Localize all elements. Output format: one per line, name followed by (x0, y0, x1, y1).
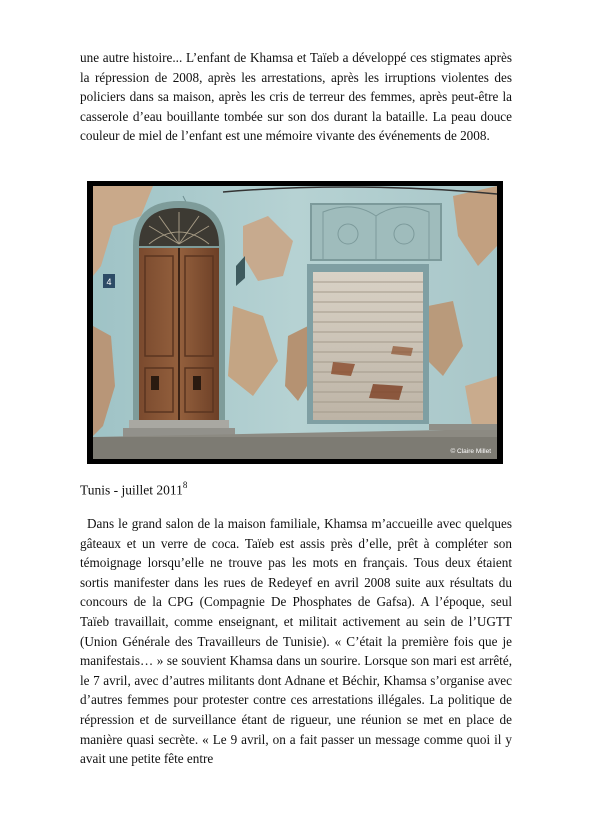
photo-credit: © Claire Millet (450, 448, 491, 455)
footnote-marker: 8 (182, 480, 188, 490)
photo-old-doorway (93, 186, 497, 459)
photo-frame (87, 181, 503, 464)
section-heading (80, 481, 187, 499)
door-number: 4 (106, 277, 112, 287)
paragraph-main: Dans le grand salon de la maison familiale, Khamsa m’accueille avec quelques gâteaux et un verre de coca. Taïeb est assis près d’elle, prêt à compléter son témoignage lorsqu’elle ne trouve pas les mots en français. Tous deux étaient sortis manifester dans les rues de Redeyef en avril 2008 suite aux résultats du concours de la CPG (Compagnie De Phosphates de Gafsa). A l’époque, seul Taïeb travaillait, comme enseignant, et militait activement au sein de l’UGTT (Union Générale des Travailleurs de Tunisie). « C’était la première fois que je manifestais… » se souvient Khamsa dans un sourire. Lorsque son mari est arrêté, le 7 avril, avec d’autres militants dont Adnane et Béchir, Khamsa s’organise avec d’autres femmes pour protester contre ces arrestations illégales. La politique de répression et de surveillance étant de rigueur, une réunion se met en place de manière quasi secrète. « Le 9 avril, on a fait passer un message comme quoi il y avait une petite fête entre (80, 516, 512, 767)
paragraph-top: une autre histoire... L’enfant de Khamsa et Taïeb a développé ces stigmates après la répression de 2008, après les arrestations, après les irruptions violentes des policiers dans sa maison, après les cris de terreur des femmes, après peut-être la casserole d’eau bouillante tombée sur son dos durant la bataille. La peau douce couleur de miel de l’enfant est une mémoire vivante des événements de 2008. (80, 50, 512, 144)
section-heading-text: Tunis - juillet 2011 (80, 482, 183, 498)
photo-illustration (93, 186, 497, 459)
